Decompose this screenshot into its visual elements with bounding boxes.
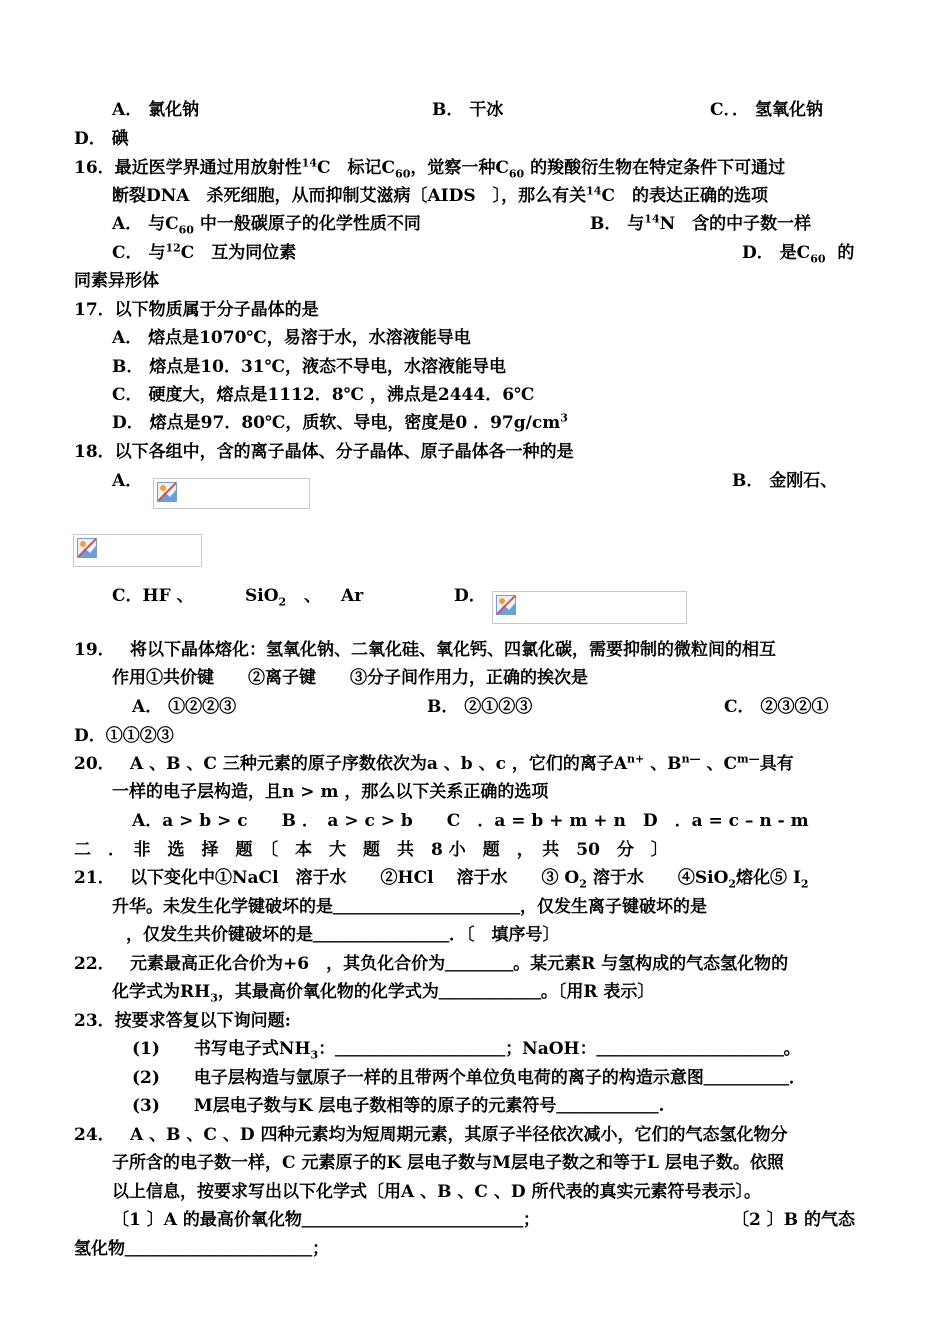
q16-line1: 16．最近医学界通过用放射性$^{14}$C 标记$C_{60}$，觉察一种$C_{60}$ 的羧酸衍生物在特定条件下可通过	[74, 156, 786, 181]
q15-option-b: B． 干冰	[432, 100, 504, 120]
q17-option-d: D． 熔点是97．80℃，质软、导电，密度是0 ．$97g/cm^3$	[112, 411, 568, 433]
q24-part-1: 〔1 〕A 的最高价氧化物＿＿＿＿＿＿＿＿＿＿＿＿＿；	[112, 1210, 540, 1230]
q19-option-b: B． ②①②③	[427, 697, 533, 717]
q21-num: 21．	[74, 868, 115, 888]
q20-options: A．a > b > c B ． a > c > b C ．a = b + m + n D ．a = c – n - m	[132, 811, 809, 831]
q19-option-c: C． ②③②①	[724, 697, 829, 717]
q22-blank-1[interactable]: ＿＿＿＿	[445, 954, 514, 974]
q18-option-b: B． 金刚石、	[732, 471, 838, 491]
broken-image-icon	[496, 595, 516, 615]
q16-option-c: C． 与$^{12}$C 互为同位素	[112, 241, 297, 263]
q23-blank-structure[interactable]: ＿＿＿＿＿	[703, 1068, 789, 1088]
q23-blank-naoh[interactable]: ＿＿＿＿＿＿＿＿＿＿＿	[596, 1039, 784, 1059]
q21-blank-2[interactable]: ＿＿＿＿＿＿＿＿	[313, 925, 449, 945]
q21-line1: 以下变化中①NaCl 溶于水 ②HCl 溶于水 ③ $O_2$ 溶于水 ④SiO$_2$熔化⑤ $I_2$	[130, 868, 809, 891]
q24-part-2: 〔2 〕B 的气态	[732, 1210, 856, 1230]
q23-stem: 23．按要求答复以下询问题:	[74, 1011, 291, 1031]
q18-option-a-image	[153, 478, 310, 509]
q23-part-3: (3) M层电子数与K 层电子数相等的原子的元素符号＿＿＿＿＿＿.	[132, 1096, 665, 1116]
q18-option-b-image	[73, 534, 202, 567]
q16-option-b: B． 与$^{14}$N 含的中子数一样	[590, 212, 812, 234]
q22-line1: 元素最高正化合价为+6 ，其负化合价为＿＿＿＿。某元素R 与氢构成的气态氢化物的	[130, 954, 789, 974]
q21-line3: ，仅发生共价键破坏的是＿＿＿＿＿＿＿＿．〔 填序号〕	[126, 925, 560, 945]
q17-stem: 17．以下物质属于分子晶体的是	[74, 300, 319, 320]
q21-line2: 升华。未发生化学键破坏的是＿＿＿＿＿＿＿＿＿＿＿，仅发生离子键破坏的是	[112, 897, 707, 917]
q16-option-a: A． 与$C_{60}$ 中一般碳原子的化学性质不同	[112, 214, 421, 237]
q17-option-a: A． 熔点是1070℃，易溶于水，水溶液能导电	[112, 328, 471, 348]
q18-option-c-sio2: SiO$_2$ 、	[245, 586, 321, 609]
q24-part-2-cont: 氢化物＿＿＿＿＿＿＿＿＿＿＿；	[74, 1239, 329, 1259]
q24-blank-1[interactable]: ＿＿＿＿＿＿＿＿＿＿＿＿＿	[301, 1210, 523, 1230]
q18-option-c: C．HF 、	[112, 586, 194, 606]
q19-line1: 将以下晶体熔化：氢氧化钠、二氧化硅、氧化钙、四氯化碳，需要抑制的微粒间的相互	[130, 640, 776, 660]
q18-stem: 18．以下各组中，含的离子晶体、分子晶体、原子晶体各一种的是	[74, 442, 574, 462]
q19-num: 19．	[74, 640, 115, 660]
q19-option-d: D．①①②③	[74, 726, 174, 746]
q15-option-a: A． 氯化钠	[112, 100, 200, 120]
q16-tail: 同素异形体	[74, 271, 159, 291]
q16-option-d: D． 是$C_{60}$ 的	[742, 243, 855, 266]
broken-image-icon	[77, 538, 97, 558]
broken-image-icon	[157, 482, 177, 502]
q15-option-c: C．． 氢氧化钠	[710, 100, 823, 120]
q15-option-d: D． 碘	[74, 129, 129, 149]
q20-line2: 一样的电子层构造，且n > m ，那么以下关系正确的选项	[112, 782, 549, 802]
q22-line2: 化学式为$RH_3$，其最高价氧化物的化学式为＿＿＿＿＿＿。〔用R 表示〕	[112, 982, 655, 1005]
q18-option-d: D．	[454, 586, 486, 606]
q18-option-c-ar: Ar	[341, 586, 364, 606]
q22-num: 22．	[74, 954, 115, 974]
q24-blank-2[interactable]: ＿＿＿＿＿＿＿＿＿＿＿	[125, 1239, 312, 1259]
q24-line2: 子所含的电子数一样，C 元素原子的K 层电子数与M层电子数之和等于L 层电子数。依照	[112, 1153, 784, 1173]
q23-part-1: (1) 书写电子式$NH_3$：＿＿＿＿＿＿＿＿＿＿；NaOH：＿＿＿＿＿＿＿＿＿＿＿。	[132, 1039, 801, 1062]
q18-option-d-image	[492, 591, 687, 624]
q23-part-2: (2) 电子层构造与氩原子一样的且带两个单位负电荷的离子的构造示意图＿＿＿＿＿．	[132, 1068, 806, 1088]
q22-blank-2[interactable]: ＿＿＿＿＿＿	[438, 982, 541, 1002]
q17-option-b: B． 熔点是10．31℃，液态不导电，水溶液能导电	[112, 357, 506, 377]
q24-num: 24．	[74, 1125, 115, 1145]
q20-num: 20．	[74, 754, 115, 774]
section-2-heading: 二 ． 非 选 择 题 〔 本 大 题 共 8 小 题 ， 共 50 分 〕	[74, 840, 668, 860]
q18-option-a: A．	[112, 471, 143, 491]
q23-blank-symbol[interactable]: ＿＿＿＿＿＿	[556, 1096, 659, 1116]
q16-line2: 断裂DNA 杀死细胞，从而抑制艾滋病〔AIDS 〕，那么有关$^{14}$C 的表达正确的选项	[112, 184, 768, 206]
q19-option-a: A． ①②②③	[132, 697, 237, 717]
q24-line1: A 、B 、C 、D 四种元素均为短周期元素，其原子半径依次减小，它们的气态氢化物分	[130, 1125, 788, 1145]
q21-blank-1[interactable]: ＿＿＿＿＿＿＿＿＿＿＿	[333, 897, 520, 917]
q24-line3: 以上信息，按要求写出以下化学式〔用A 、B 、C 、D 所代表的真实元素符号表示〕。	[112, 1182, 762, 1202]
q23-blank-nh3[interactable]: ＿＿＿＿＿＿＿＿＿＿	[335, 1039, 506, 1059]
q19-line2: 作用①共价键 ②离子键 ③分子间作用力，正确的挨次是	[112, 668, 588, 688]
q20-line1: A 、B 、C 三种元素的原子序数依次为a 、b 、c ，它们的离子$A^{n+}$ 、$B^{n—}$ 、$C^{m—}$具有	[130, 752, 794, 774]
q17-option-c: C． 硬度大，熔点是1112．8℃ ，沸点是2444．6℃	[112, 385, 535, 405]
